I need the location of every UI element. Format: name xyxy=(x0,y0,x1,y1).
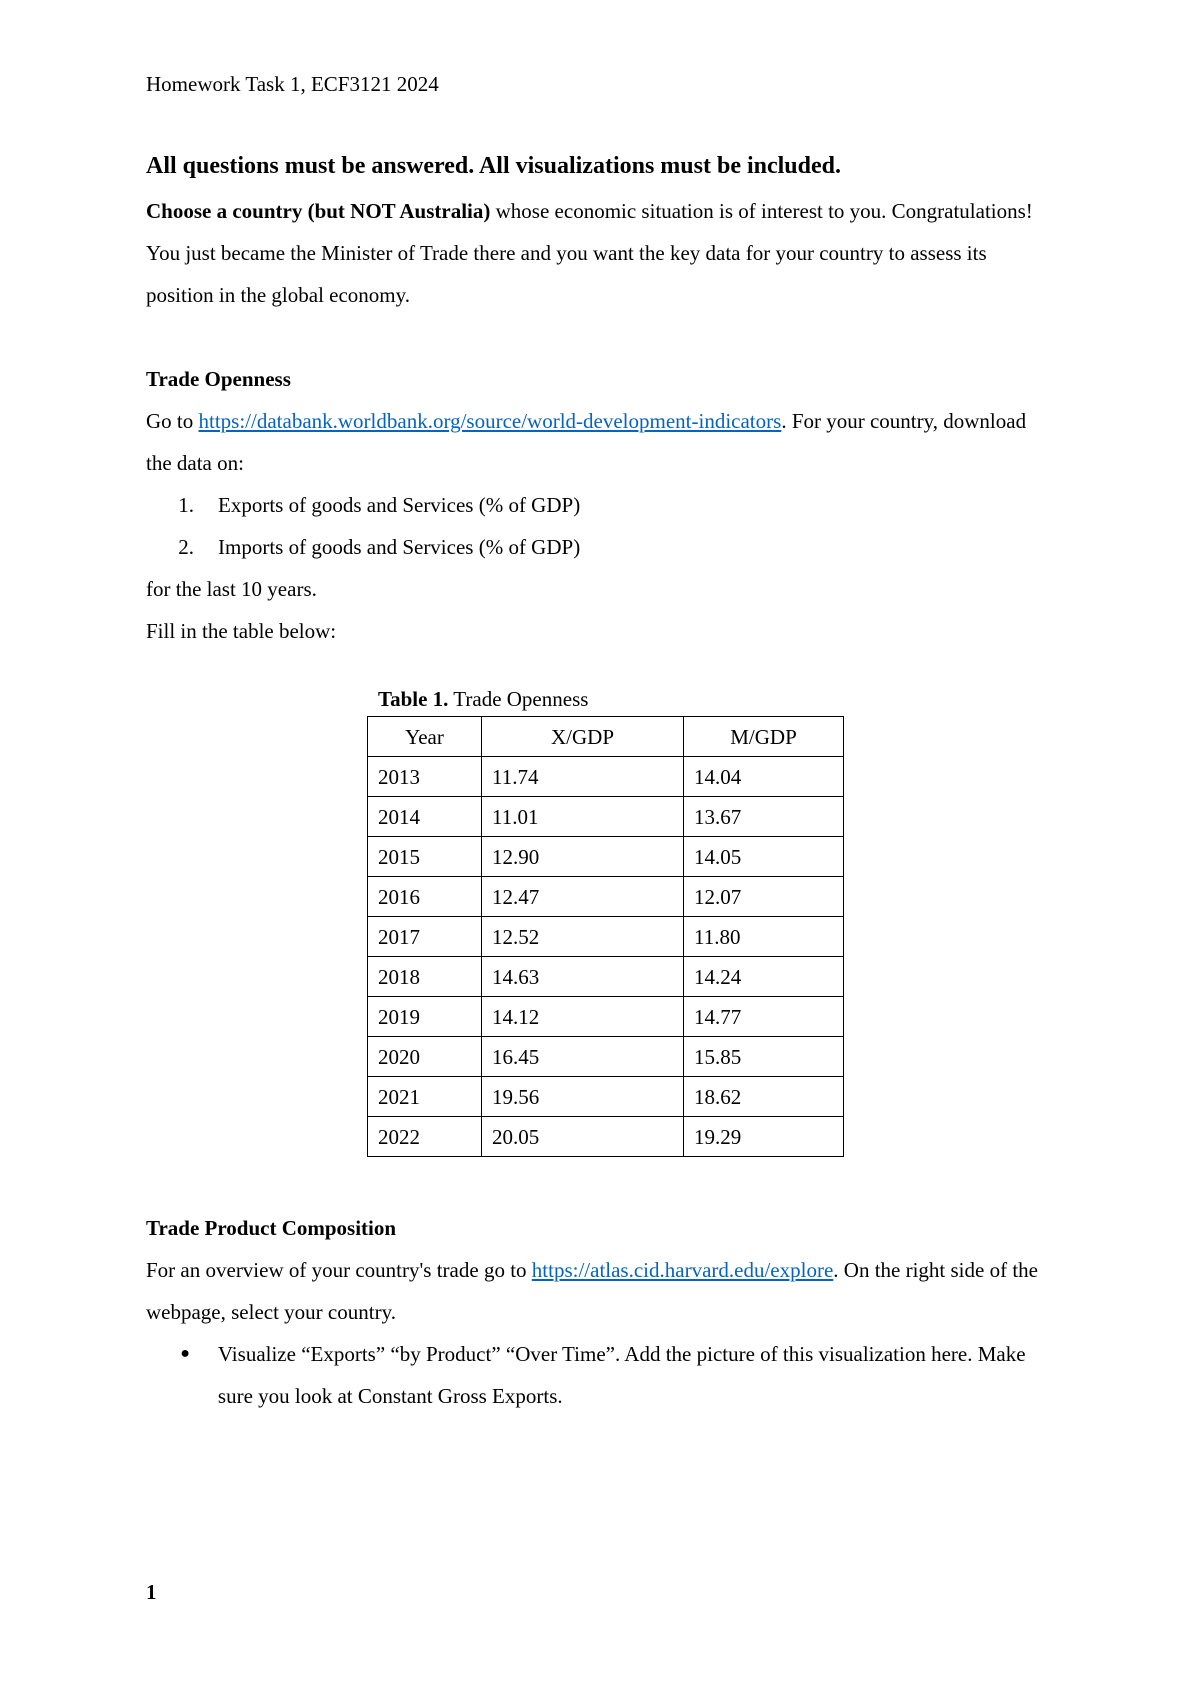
product-composition-instructions xyxy=(146,1249,1046,1333)
list-item xyxy=(146,1333,1046,1417)
cell-xgdp: 12.47 xyxy=(482,877,684,917)
cell-xgdp: 20.05 xyxy=(482,1117,684,1157)
table-row xyxy=(368,797,844,837)
table-row xyxy=(368,1037,844,1077)
cell-mgdp: 14.04 xyxy=(684,757,844,797)
cell-year: 2014 xyxy=(368,797,482,837)
atlas-suffix: . On the right side of the webpage, select your country. xyxy=(146,1258,1038,1324)
list-item xyxy=(146,526,1046,568)
list-text: Exports of goods and Services (% of GDP) xyxy=(218,493,581,517)
cell-year: 2015 xyxy=(368,837,482,877)
table-row xyxy=(368,1117,844,1157)
cell-mgdp: 18.62 xyxy=(684,1077,844,1117)
list-number: 2. xyxy=(178,535,194,559)
table-caption xyxy=(378,682,1046,716)
cell-mgdp: 14.77 xyxy=(684,997,844,1037)
atlas-link[interactable]: https://atlas.cid.harvard.edu/explore xyxy=(531,1258,834,1282)
table-header-row xyxy=(368,717,844,757)
cell-mgdp: 14.05 xyxy=(684,837,844,877)
atlas-prefix: For an overview of your country's trade go to xyxy=(146,1258,532,1282)
cell-xgdp: 11.74 xyxy=(482,757,684,797)
table-row xyxy=(368,877,844,917)
goto-prefix: Go to xyxy=(146,409,199,433)
cell-year: 2017 xyxy=(368,917,482,957)
column-header-mgdp: M/GDP xyxy=(684,717,844,757)
table-row xyxy=(368,1077,844,1117)
page-number: 1 xyxy=(146,1580,157,1604)
page-header: Homework Task 1, ECF3121 2024 xyxy=(146,72,439,96)
cell-year: 2022 xyxy=(368,1117,482,1157)
document-body xyxy=(146,146,1046,1417)
column-header-xgdp: X/GDP xyxy=(482,717,684,757)
cell-year: 2021 xyxy=(368,1077,482,1117)
trade-openness-instructions xyxy=(146,400,1046,484)
goto-suffix: . For your country, download the data on: xyxy=(146,409,1027,475)
cell-xgdp: 19.56 xyxy=(482,1077,684,1117)
data-list xyxy=(146,484,1046,568)
list-text: Imports of goods and Services (% of GDP) xyxy=(218,535,581,559)
column-header-year: Year xyxy=(368,717,482,757)
cell-mgdp: 13.67 xyxy=(684,797,844,837)
cell-year: 2020 xyxy=(368,1037,482,1077)
table-row xyxy=(368,757,844,797)
cell-mgdp: 15.85 xyxy=(684,1037,844,1077)
cell-xgdp: 14.63 xyxy=(482,957,684,997)
trade-openness-heading: Trade Openness xyxy=(146,367,291,391)
cell-xgdp: 16.45 xyxy=(482,1037,684,1077)
caption-text: Trade Openness xyxy=(448,687,589,711)
fill-text: Fill in the table below: xyxy=(146,619,337,643)
cell-mgdp: 11.80 xyxy=(684,917,844,957)
cell-year: 2019 xyxy=(368,997,482,1037)
product-composition-heading: Trade Product Composition xyxy=(146,1216,397,1240)
table-row xyxy=(368,837,844,877)
cell-mgdp: 14.24 xyxy=(684,957,844,997)
table-row xyxy=(368,917,844,957)
cell-year: 2013 xyxy=(368,757,482,797)
list-number: 1. xyxy=(178,493,194,517)
table-row xyxy=(368,997,844,1037)
main-heading: All questions must be answered. All visualizations must be included. xyxy=(146,153,842,179)
intro-text: whose economic situation is of interest to you. Congratulations! You just became the Minister of Trade there and you want the key data for your country to assess its position in the global economy. xyxy=(146,199,1033,307)
cell-xgdp: 12.90 xyxy=(482,837,684,877)
cell-xgdp: 12.52 xyxy=(482,917,684,957)
cell-xgdp: 11.01 xyxy=(482,797,684,837)
cell-xgdp: 14.12 xyxy=(482,997,684,1037)
trade-openness-table xyxy=(367,716,844,1157)
cell-mgdp: 19.29 xyxy=(684,1117,844,1157)
bullet-text: Visualize “Exports” “by Product” “Over Time”. Add the picture of this visualization here. Make sure you look at Constant Gross Exports. xyxy=(217,1342,1026,1408)
bullet-icon: ● xyxy=(180,1345,190,1362)
worldbank-link[interactable]: https://databank.worldbank.org/source/world-development-indicators xyxy=(198,409,782,433)
cell-mgdp: 12.07 xyxy=(684,877,844,917)
cell-year: 2016 xyxy=(368,877,482,917)
caption-label: Table 1. xyxy=(378,687,449,711)
list-item xyxy=(146,484,1046,526)
period-text: for the last 10 years. xyxy=(146,577,317,601)
instruction-bullets xyxy=(146,1333,1046,1417)
intro-bold-lead: Choose a country (but NOT Australia) xyxy=(146,199,491,223)
table-row xyxy=(368,957,844,997)
cell-year: 2018 xyxy=(368,957,482,997)
intro-paragraph xyxy=(146,190,1046,316)
